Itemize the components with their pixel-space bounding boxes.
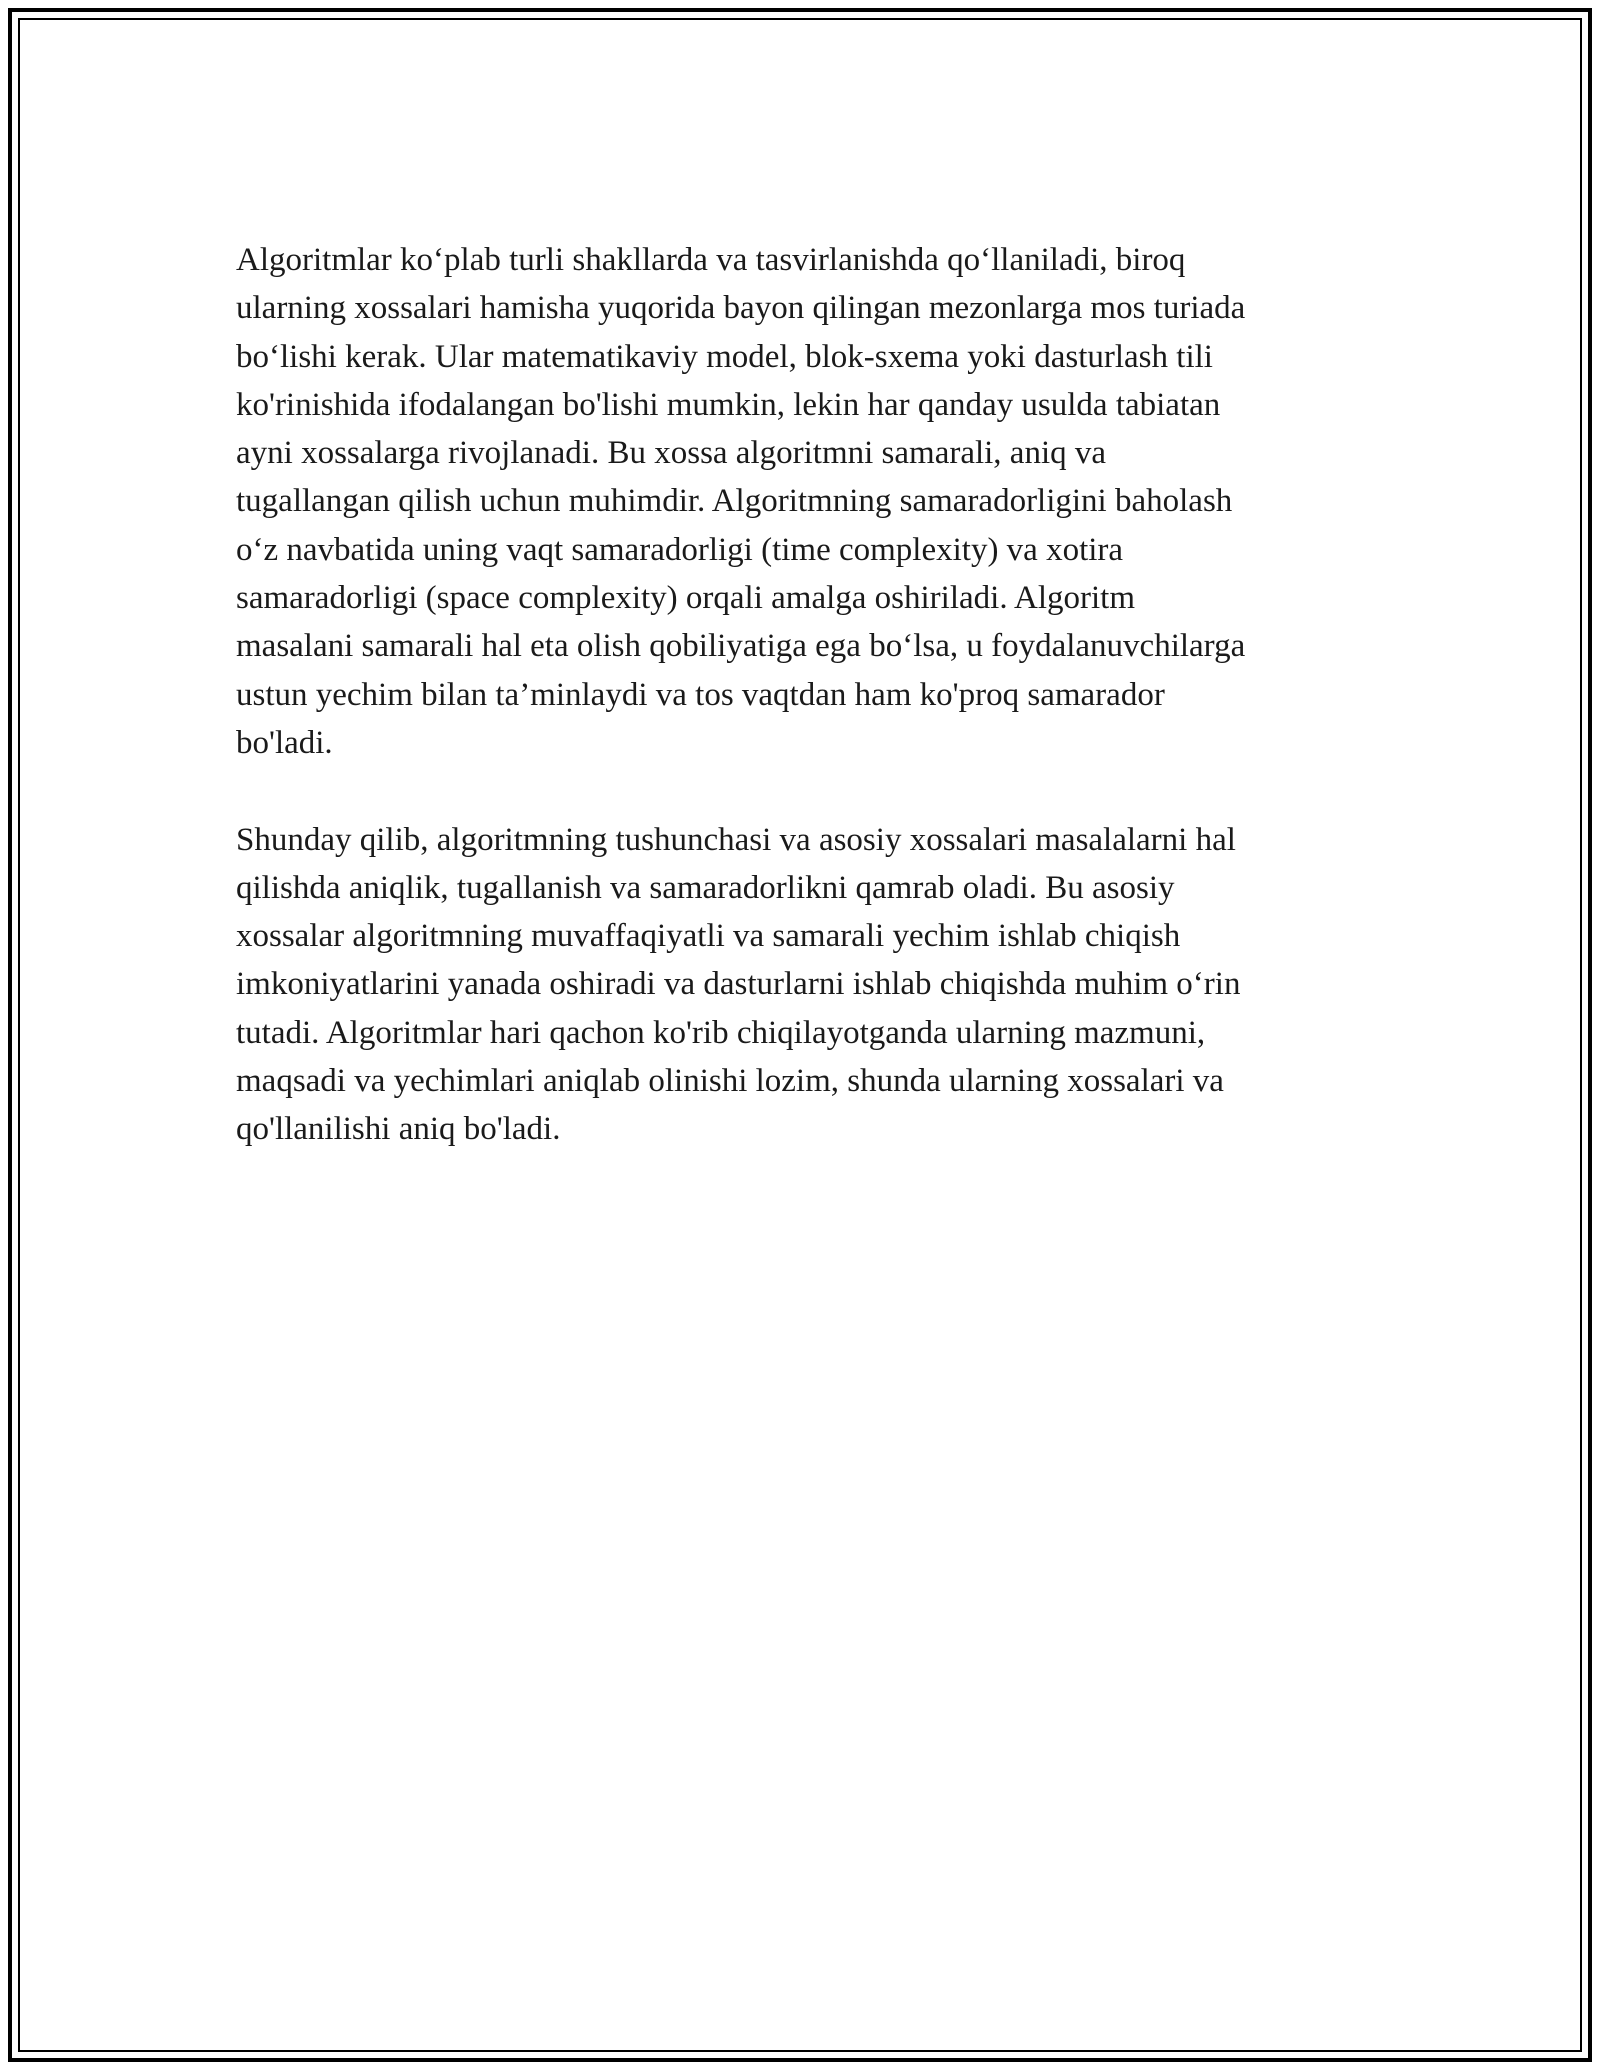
text-line: bo‘lishi kerak. Ular matematikaviy model, blok-sxema yoki dasturlash tili [236, 338, 1213, 375]
paragraph-1 [236, 236, 1366, 767]
text-line: tutadi. Algoritmlar hari qachon ko'rib chiqilayotganda ularning mazmuni, [236, 1014, 1206, 1051]
text-line: ularning xossalari hamisha yuqorida bayon qilingan mezonlarga mos turiada [236, 290, 1246, 327]
text-line: xossalar algoritmning muvaffaqiyatli va samarali yechim ishlab chiqish [236, 918, 1181, 955]
text-line: qo'llanilishi aniq bo'ladi. [236, 1111, 561, 1148]
paragraph-2 [236, 816, 1366, 1154]
text-line: o‘z navbatida uning vaqt samaradorligi (time complexity) va xotira [236, 531, 1124, 568]
text-line: Algoritmlar ko‘plab turli shakllarda va tasvirlanishda qo‘llaniladi, biroq [236, 242, 1186, 278]
text-line: ustun yechim bilan ta’minlaydi va tos vaqtdan ham ko'proq samarador [236, 676, 1165, 713]
text-line: ayni xossalarga rivojlanadi. Bu xossa algoritmni samarali, aniq va [236, 435, 1107, 472]
text-line: qilishda aniqlik, tugallanish va samaradorlikni qamrab oladi. Bu asosiy [236, 869, 1175, 906]
text-line: ko'rinishida ifodalangan bo'lishi mumkin, lekin har qanday usulda tabiatan [236, 386, 1221, 423]
text-line: Shunday qilib, algoritmning tushunchasi va asosiy xossalari masalalarni hal [236, 821, 1236, 858]
text-line: samaradorligi (space complexity) orqali amalga oshiriladi. Algoritm [236, 580, 1135, 617]
text-line: imkoniyatlarini yanada oshiradi va dasturlarni ishlab chiqishda muhim o‘rin [236, 966, 1241, 1003]
text-line: masalani samarali hal eta olish qobiliyatiga ega bo‘lsa, u foydalanuvchilarga [236, 628, 1246, 665]
text-line: tugallangan qilish uchun muhimdir. Algoritmning samaradorligini baholash [236, 483, 1233, 520]
text-line: bo'ladi. [236, 724, 333, 761]
text-line: maqsadi va yechimlari aniqlab olinishi lozim, shunda ularning xossalari va [236, 1063, 1224, 1100]
document-body [236, 236, 1366, 1154]
